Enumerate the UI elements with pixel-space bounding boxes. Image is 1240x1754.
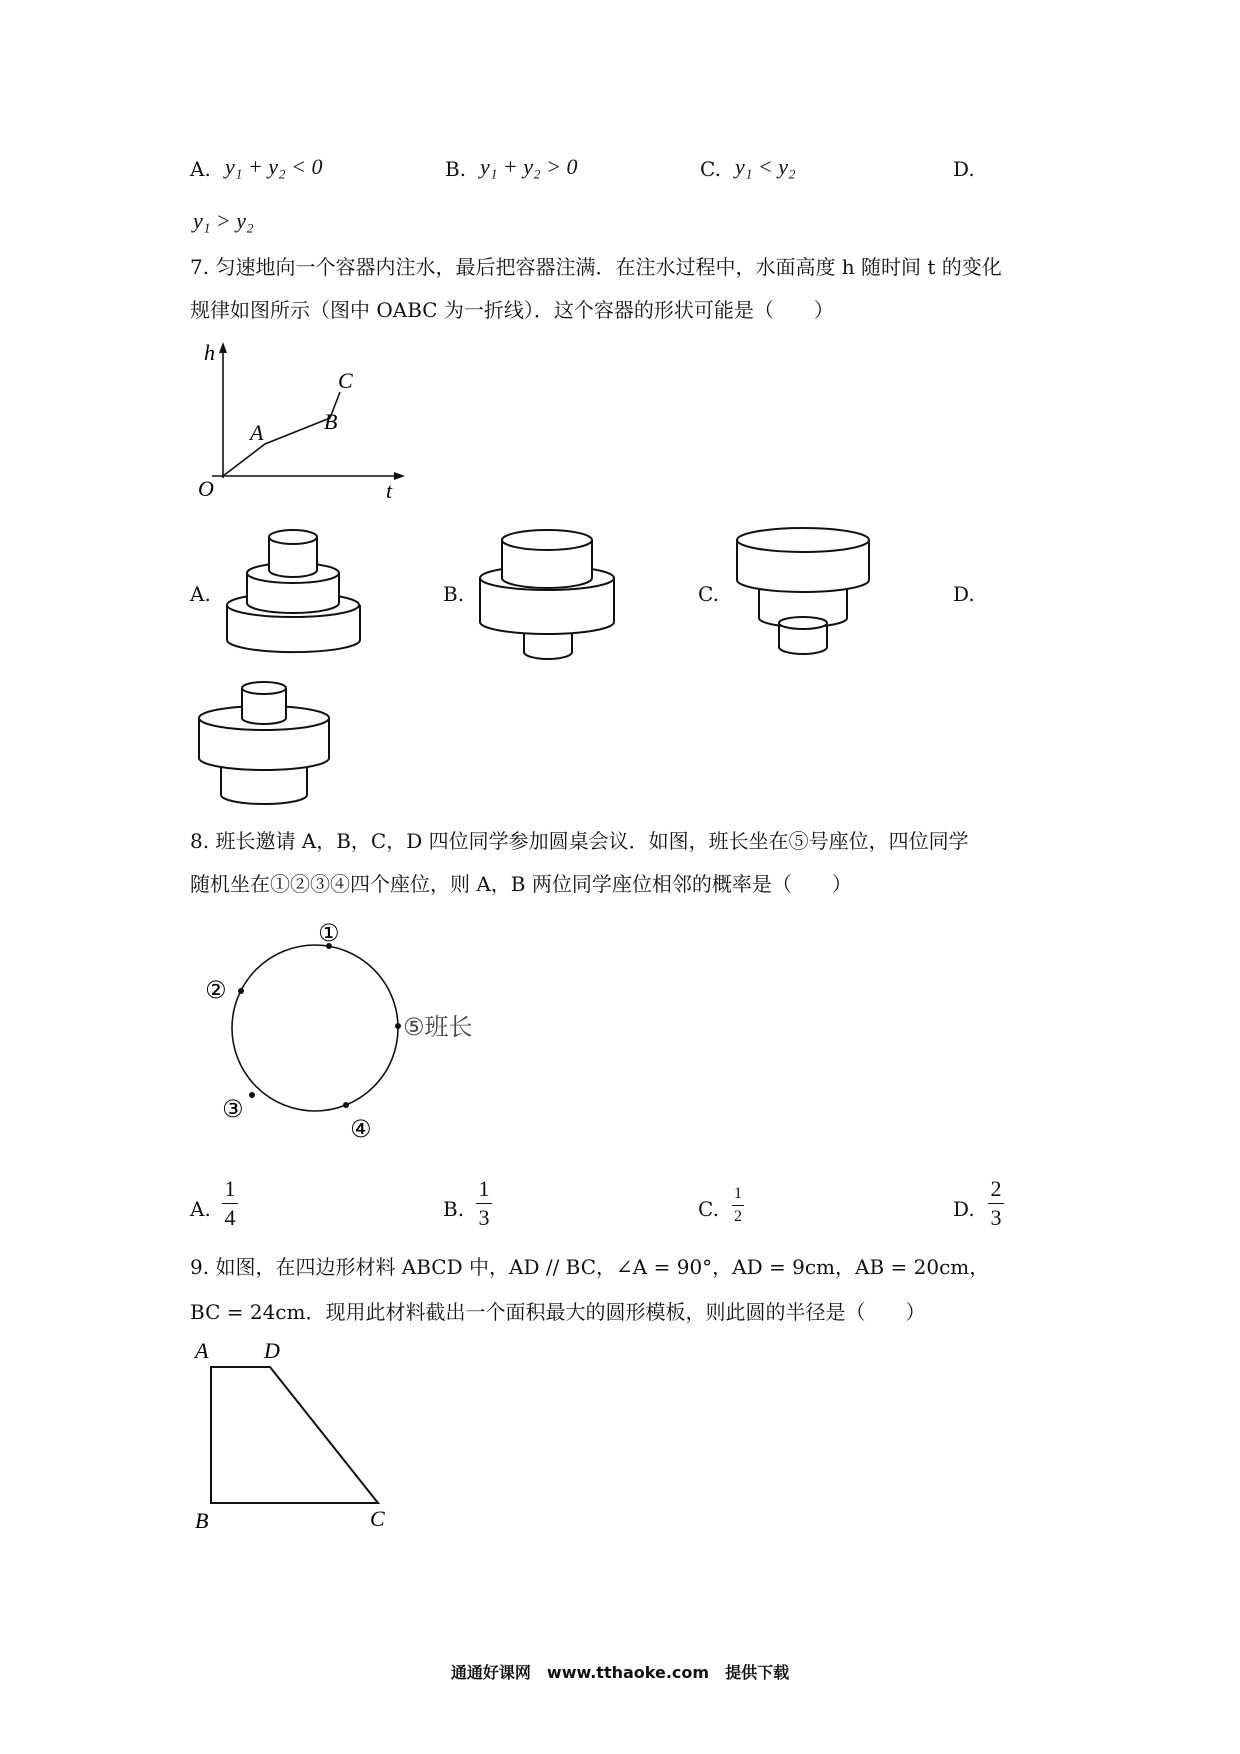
vertex-c-label: C xyxy=(370,1506,385,1531)
q8-option-c-fraction xyxy=(732,1185,744,1226)
q8-option-a-label: A. xyxy=(190,1197,211,1221)
vertex-d-label: D xyxy=(264,1338,280,1363)
q8-option-a-num: 1 xyxy=(224,1176,236,1201)
seat-5-label: ⑤班长 xyxy=(403,1013,473,1041)
q8-text-line2: 随机坐在①②③④四个座位，则 A，B 两位同学座位相邻的概率是（ ） xyxy=(190,872,852,896)
q8-option-d-den: 3 xyxy=(990,1205,1002,1230)
point-c-label: C xyxy=(338,368,353,393)
q7-option-b-label: B. xyxy=(443,582,465,606)
seat-4-dot xyxy=(343,1102,349,1108)
point-a-label: A xyxy=(250,420,264,445)
container-a-figure xyxy=(225,525,375,660)
q8-option-c-label: C. xyxy=(698,1197,719,1221)
seat-3-label: ③ xyxy=(222,1095,244,1123)
q7-option-c-label: C. xyxy=(698,582,719,606)
x-axis-arrow xyxy=(394,472,405,480)
footer-text: 通通好课网 www.tthaoke.com 提供下载 xyxy=(450,1663,790,1682)
container-d-figure xyxy=(197,680,347,810)
q7-text-line2: 规律如图所示（图中 OABC 为一折线）．这个容器的形状可能是（ ） xyxy=(190,298,834,322)
q6-option-d: y₁ > y₂ xyxy=(193,208,254,233)
q7-option-d-label: D. xyxy=(953,582,975,606)
q6-option-b-label: B. xyxy=(445,157,467,181)
t-axis-label: t xyxy=(386,478,393,503)
trapezoid-figure xyxy=(190,1335,400,1535)
water-height-polyline xyxy=(223,392,340,476)
seat-2-label: ② xyxy=(205,976,227,1004)
q7-option-a-label: A. xyxy=(190,582,211,606)
q8-option-a-fraction xyxy=(222,1177,238,1230)
round-table-figure xyxy=(200,919,500,1150)
q7-graph xyxy=(190,340,410,503)
q8-option-d-label: D. xyxy=(953,1197,975,1221)
container-c-figure xyxy=(735,530,885,665)
q8-option-b-den: 3 xyxy=(478,1205,490,1230)
seat-2-dot xyxy=(238,988,244,994)
q6-option-c: y₁ < y₂ xyxy=(735,154,796,179)
point-b-label: B xyxy=(324,409,338,434)
h-axis-label: h xyxy=(204,340,215,365)
q6-option-a: y₁ + y₂ < 0 xyxy=(225,154,323,179)
q8-option-d-num: 2 xyxy=(990,1176,1002,1201)
trapezoid-abcd xyxy=(211,1367,378,1503)
q6-option-b: y₁ + y₂ > 0 xyxy=(480,154,578,179)
vertex-a-label: A xyxy=(195,1338,209,1363)
q8-option-c-num: 1 xyxy=(734,1185,742,1202)
q6-option-c-label: C. xyxy=(700,157,721,181)
q8-option-a-den: 4 xyxy=(224,1205,236,1230)
y-axis-arrow xyxy=(219,342,227,353)
table-circle xyxy=(232,945,398,1111)
vertex-b-label: B xyxy=(195,1508,209,1533)
seat-4-label: ④ xyxy=(350,1115,372,1143)
q8-option-b-fraction xyxy=(476,1177,492,1230)
q8-option-d-fraction xyxy=(988,1177,1004,1230)
q6-option-d-label: D. xyxy=(953,157,975,181)
q8-option-b-num: 1 xyxy=(478,1176,490,1201)
q8-option-b-label: B. xyxy=(443,1197,465,1221)
q9-text-line1: 9. 如图，在四边形材料 ABCD 中，AD // BC，∠A = 90°，AD = 9cm，AB = 20cm， xyxy=(190,1255,990,1279)
origin-label: O xyxy=(198,476,214,501)
q8-text-line1: 8. 班长邀请 A，B，C，D 四位同学参加圆桌会议．如图，班长坐在⑤号座位，四位同学 xyxy=(190,829,969,853)
seat-3-dot xyxy=(249,1092,255,1098)
q8-option-c-den: 2 xyxy=(734,1208,742,1225)
q9-text-line2: BC = 24cm．现用此材料截出一个面积最大的圆形模板，则此圆的半径是（ ） xyxy=(190,1300,926,1324)
seat-1-label: ① xyxy=(318,919,340,947)
seat-5-dot xyxy=(395,1023,401,1029)
q6-option-a-label: A. xyxy=(190,157,211,181)
q7-text-line1: 7. 匀速地向一个容器内注水，最后把容器注满．在注水过程中，水面高度 h 随时间 t 的变化 xyxy=(190,255,1002,279)
container-b-figure xyxy=(478,530,628,665)
